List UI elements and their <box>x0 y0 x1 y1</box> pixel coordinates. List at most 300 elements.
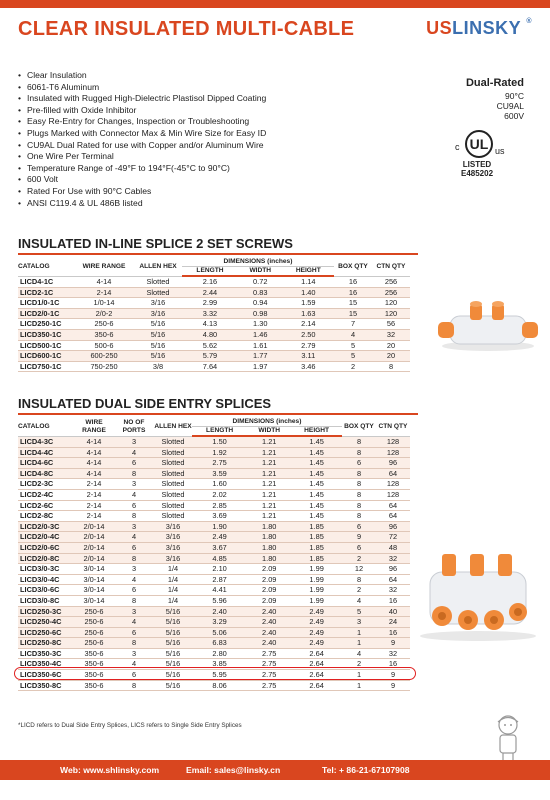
feature-item: • One Wire Per Terminal <box>18 151 348 163</box>
table-cell: 1.21 <box>247 500 291 511</box>
table-cell: 128 <box>376 479 410 490</box>
section1-rule <box>18 253 418 255</box>
table-row <box>18 308 410 319</box>
table-cell: 1.85 <box>291 553 342 564</box>
table-cell: 1 <box>342 680 376 691</box>
catalog-cell: LICD600-1C <box>18 351 74 362</box>
table-cell: 2-14 <box>74 479 114 490</box>
table-cell: 96 <box>376 521 410 532</box>
table-cell: 2.64 <box>291 670 342 681</box>
table-cell: 4.13 <box>182 319 238 330</box>
table-cell: 6 <box>342 542 376 553</box>
table-cell: 120 <box>372 308 410 319</box>
table-cell: 5/16 <box>134 340 182 351</box>
table-cell: 4-14 <box>74 436 114 447</box>
table-cell: 1.80 <box>247 553 291 564</box>
table-cell: 20 <box>372 351 410 362</box>
table-cell: 5.06 <box>192 627 247 638</box>
table-cell: 32 <box>376 648 410 659</box>
table-cell: 350-6 <box>74 670 114 681</box>
catalog-cell: LICD4-6C <box>18 458 74 469</box>
table-cell: 1.21 <box>247 489 291 500</box>
table-cell: 6 <box>114 670 154 681</box>
table-row <box>18 564 410 575</box>
table-row <box>18 479 410 490</box>
catalog-cell: LICD250-6C <box>18 627 74 638</box>
table-cell: 20 <box>372 340 410 351</box>
table-cell: 4 <box>114 659 154 670</box>
table-cell: 2.49 <box>291 638 342 649</box>
table-cell: 350-6 <box>74 648 114 659</box>
footer-website[interactable]: Web: www.shlinsky.com <box>60 765 160 775</box>
table-cell: 2.09 <box>247 585 291 596</box>
catalog-cell: LICD250-3C <box>18 606 74 617</box>
table-cell: 128 <box>376 436 410 447</box>
listing-code: E485202 <box>460 169 494 178</box>
table-cell: 1.21 <box>247 436 291 447</box>
table-cell: 2.44 <box>182 287 238 298</box>
table-cell: 16 <box>334 287 372 298</box>
table-cell: 8 <box>114 680 154 691</box>
table-cell: 12 <box>342 564 376 575</box>
table-cell: 1.99 <box>291 574 342 585</box>
table-row <box>18 648 410 659</box>
feature-item: • CU9AL Dual Rated for use with Copper and/or Aluminum Wire <box>18 140 348 152</box>
inline-splice-product-image <box>436 296 540 354</box>
table-cell: 2.16 <box>182 276 238 287</box>
dual-side-entry-table <box>18 418 410 691</box>
top-accent-bar <box>0 0 550 8</box>
table-cell: 16 <box>376 659 410 670</box>
table-cell: 5/16 <box>154 680 192 691</box>
table-cell: 5.95 <box>192 670 247 681</box>
table-cell: 2.09 <box>247 574 291 585</box>
catalog-cell: LICD350-3C <box>18 648 74 659</box>
table-row <box>18 500 410 511</box>
table-cell: 2.85 <box>192 500 247 511</box>
table-cell: 5 <box>334 340 372 351</box>
table-cell: 40 <box>376 606 410 617</box>
table-cell: 6.83 <box>192 638 247 649</box>
catalog-cell: LICD250-1C <box>18 319 74 330</box>
catalog-cell: LICD500-1C <box>18 340 74 351</box>
catalog-cell: LICD2-8C <box>18 511 74 522</box>
table-cell: 56 <box>372 319 410 330</box>
catalog-cell: LICD4-1C <box>18 276 74 287</box>
table-cell: 5/16 <box>154 648 192 659</box>
table-cell: Slotted <box>154 500 192 511</box>
table-cell: 350-6 <box>74 680 114 691</box>
table-cell: Slotted <box>154 447 192 458</box>
table-cell: 2.40 <box>247 617 291 628</box>
table-cell: 1.85 <box>291 542 342 553</box>
table-cell: Slotted <box>154 511 192 522</box>
section2-title: INSULATED DUAL SIDE ENTRY SPLICES <box>18 396 272 411</box>
catalog-cell: LICD3/0-8C <box>18 595 74 606</box>
col-box-qty: BOX QTY <box>342 418 376 436</box>
col-height: HEIGHT <box>283 267 334 277</box>
table-cell: 4-14 <box>74 458 114 469</box>
table-cell: 1.99 <box>291 595 342 606</box>
table-cell: 64 <box>376 468 410 479</box>
table-cell: 0.72 <box>238 276 283 287</box>
feature-item: • Clear Insulation <box>18 70 348 82</box>
dual-rated-heading: Dual-Rated <box>465 77 524 89</box>
table-cell: 1.60 <box>192 479 247 490</box>
table-row <box>18 542 410 553</box>
rating-voltage: 600V <box>504 111 524 121</box>
table-cell: 3/16 <box>154 532 192 543</box>
table-cell: 8 <box>342 511 376 522</box>
table-cell: 1.30 <box>238 319 283 330</box>
table-cell: 16 <box>376 595 410 606</box>
table-cell: 8 <box>342 468 376 479</box>
table-cell: 8 <box>342 436 376 447</box>
table-cell: 2.49 <box>291 606 342 617</box>
table-cell: 8 <box>114 595 154 606</box>
table-cell: 3/8 <box>134 361 182 372</box>
col-height: HEIGHT <box>291 427 342 437</box>
col-width: WIDTH <box>247 427 291 437</box>
table-cell: 7.64 <box>182 361 238 372</box>
logo-linsky: LINSKY <box>452 18 521 38</box>
col-ctn-qty: CTN QTY <box>376 418 410 436</box>
table-cell: 1.59 <box>283 298 334 309</box>
col-dimensions: DIMENSIONS (inches) <box>182 258 334 267</box>
table-cell: 8.06 <box>192 680 247 691</box>
table-cell: 2.40 <box>247 638 291 649</box>
table-cell: 3.11 <box>283 351 334 362</box>
table-cell: 256 <box>372 276 410 287</box>
table-cell: 1.92 <box>192 447 247 458</box>
table-cell: 2 <box>342 553 376 564</box>
feature-item: • ANSI C119.4 & UL 486B listed <box>18 198 348 210</box>
footer-email[interactable]: Email: sales@linsky.cn <box>186 765 281 775</box>
table-row <box>18 276 410 287</box>
table-cell: 2.75 <box>247 680 291 691</box>
svg-text:us: us <box>495 146 505 156</box>
table-cell: 1.85 <box>291 521 342 532</box>
table-cell: 2/0-14 <box>74 521 114 532</box>
table-cell: 32 <box>376 585 410 596</box>
table-cell: 4-14 <box>74 276 134 287</box>
table-cell: 128 <box>376 447 410 458</box>
table-cell: 8 <box>342 447 376 458</box>
svg-text:c: c <box>455 142 460 152</box>
table-row <box>18 553 410 564</box>
table-cell: 1.45 <box>291 447 342 458</box>
svg-text:UL: UL <box>469 136 489 152</box>
footer-bar <box>0 760 550 780</box>
table-cell: 1/4 <box>154 595 192 606</box>
footer-phone: Tel: + 86-21-67107908 <box>322 765 410 775</box>
listed-label: LISTED <box>462 160 492 169</box>
table-cell: 5/16 <box>154 606 192 617</box>
table-cell: 1.63 <box>283 308 334 319</box>
table-cell: 5/16 <box>134 329 182 340</box>
table-cell: 4.85 <box>192 553 247 564</box>
table-cell: 1 <box>342 670 376 681</box>
table-cell: 15 <box>334 308 372 319</box>
table-cell: 5/16 <box>154 638 192 649</box>
table-row <box>18 489 410 500</box>
table-cell: 1.40 <box>283 287 334 298</box>
table-cell: 96 <box>376 458 410 469</box>
table-row <box>18 595 410 606</box>
catalog-cell: LICD1/0-1C <box>18 298 74 309</box>
table-cell: 8 <box>342 500 376 511</box>
table-cell: 1.46 <box>238 329 283 340</box>
catalog-cell: LICD2/0-3C <box>18 521 74 532</box>
col-catalog: CATALOG <box>18 418 74 436</box>
table-cell: 9 <box>376 638 410 649</box>
table-cell: 2/0-14 <box>74 553 114 564</box>
catalog-cell: LICD2-4C <box>18 489 74 500</box>
table-cell: 64 <box>376 511 410 522</box>
table-cell: 72 <box>376 532 410 543</box>
table-cell: Slotted <box>154 468 192 479</box>
table-row <box>18 351 410 362</box>
table-cell: 6 <box>342 458 376 469</box>
table-cell: 3 <box>342 617 376 628</box>
catalog-cell: LICD2/0-1C <box>18 308 74 319</box>
table-cell: 5 <box>334 351 372 362</box>
table-cell: 1.50 <box>192 436 247 447</box>
feature-item: • Temperature Range of -49°F to 194°F(-45°C to 90°C) <box>18 163 348 175</box>
table-cell: 6 <box>342 521 376 532</box>
rating-temperature: 90°C <box>505 91 524 101</box>
table-cell: 4-14 <box>74 468 114 479</box>
table-cell: 1/4 <box>154 564 192 575</box>
table-cell: 5/16 <box>154 617 192 628</box>
catalog-cell: LICD2-1C <box>18 287 74 298</box>
table-cell: 8 <box>114 553 154 564</box>
table-cell: 250-6 <box>74 606 114 617</box>
col-catalog: CATALOG <box>18 258 74 276</box>
col-width: WIDTH <box>238 267 283 277</box>
table-cell: 64 <box>376 574 410 585</box>
catalog-cell: LICD2/0-8C <box>18 553 74 564</box>
table-cell: 2.75 <box>247 648 291 659</box>
feature-item: • Plugs Marked with Connector Max & Min Wire Size for Easy ID <box>18 128 348 140</box>
table-cell: 3/16 <box>154 553 192 564</box>
table-cell: 9 <box>342 532 376 543</box>
catalog-cell: LICD250-8C <box>18 638 74 649</box>
table-cell: 250-6 <box>74 627 114 638</box>
table-cell: 2.02 <box>192 489 247 500</box>
table-cell: 2.09 <box>247 595 291 606</box>
table-cell: 4.80 <box>182 329 238 340</box>
table-cell: 2-14 <box>74 489 114 500</box>
table-cell: 120 <box>372 298 410 309</box>
table-cell: 1.77 <box>238 351 283 362</box>
table-cell: 2-14 <box>74 500 114 511</box>
table-cell: 2.79 <box>283 340 334 351</box>
table-cell: 3.59 <box>192 468 247 479</box>
catalog-cell: LICD350-1C <box>18 329 74 340</box>
table-cell: 4 <box>342 648 376 659</box>
table-cell: 1.21 <box>247 479 291 490</box>
table-cell: 6 <box>114 458 154 469</box>
page-title: CLEAR INSULATED MULTI-CABLE <box>18 18 355 40</box>
table-row <box>18 447 410 458</box>
table-cell: 3 <box>114 521 154 532</box>
table-cell: 2.87 <box>192 574 247 585</box>
table-cell: 5.79 <box>182 351 238 362</box>
col-dimensions: DIMENSIONS (inches) <box>192 418 342 427</box>
brand-logo <box>426 18 532 39</box>
catalog-cell: LICD4-3C <box>18 436 74 447</box>
table-cell: 8 <box>114 511 154 522</box>
table-cell: 2 <box>342 585 376 596</box>
dual-rated-block <box>466 78 524 121</box>
table-row <box>18 287 410 298</box>
registered-mark-icon: ® <box>526 18 532 25</box>
section1-title: INSULATED IN-LINE SPLICE 2 SET SCREWS <box>18 236 293 251</box>
table-cell: 2 <box>334 361 372 372</box>
inline-splice-table <box>18 258 410 372</box>
table-cell: 96 <box>376 564 410 575</box>
table-cell: 1 <box>342 638 376 649</box>
table-cell: 8 <box>114 638 154 649</box>
table-cell: Slotted <box>154 458 192 469</box>
table-cell: 4 <box>114 617 154 628</box>
table-cell: 3/16 <box>154 521 192 532</box>
table-cell: 2.09 <box>247 564 291 575</box>
table-row <box>18 585 410 596</box>
catalog-cell: LICD2-3C <box>18 479 74 490</box>
table-row <box>18 511 410 522</box>
table-cell: 1.45 <box>291 489 342 500</box>
table-cell: 2.80 <box>192 648 247 659</box>
table-row <box>18 361 410 372</box>
table-cell: 2-14 <box>74 511 114 522</box>
table-cell: 1.99 <box>291 564 342 575</box>
rating-material: CU9AL <box>496 101 524 111</box>
table-cell: 3.67 <box>192 542 247 553</box>
table-cell: 32 <box>376 553 410 564</box>
table-row <box>18 458 410 469</box>
table-cell: 2/0-2 <box>74 308 134 319</box>
table-cell: 1.14 <box>283 276 334 287</box>
feature-item: • Insulated with Rugged High-Dielectric Plastisol Dipped Coating <box>18 93 348 105</box>
table-cell: 4.41 <box>192 585 247 596</box>
table-cell: 1.80 <box>247 532 291 543</box>
table-cell: 1.45 <box>291 436 342 447</box>
table-cell: 6 <box>114 627 154 638</box>
table-row <box>18 468 410 479</box>
table-row <box>18 627 410 638</box>
col-wire-range: WIRE RANGE <box>74 418 114 436</box>
table-cell: 5/16 <box>134 351 182 362</box>
table-row <box>18 680 410 691</box>
table-cell: 250-6 <box>74 617 114 628</box>
col-ctn-qty: CTN QTY <box>372 258 410 276</box>
catalog-cell: LICD3/0-4C <box>18 574 74 585</box>
table-cell: 6 <box>114 500 154 511</box>
table-cell: Slotted <box>134 287 182 298</box>
catalog-cell: LICD750-1C <box>18 361 74 372</box>
catalog-cell: LICD2/0-4C <box>18 532 74 543</box>
table-cell: 2.10 <box>192 564 247 575</box>
table-cell: 4 <box>334 329 372 340</box>
table-cell: 250-6 <box>74 638 114 649</box>
table-cell: 8 <box>372 361 410 372</box>
table-cell: 4 <box>114 574 154 585</box>
table-cell: 2.64 <box>291 680 342 691</box>
feature-item: • 600 Volt <box>18 174 348 186</box>
catalog-cell: LICD2-6C <box>18 500 74 511</box>
table-cell: 1.85 <box>291 532 342 543</box>
table-cell: Slotted <box>134 276 182 287</box>
ul-listed-text <box>457 160 497 178</box>
catalog-cell: LICD350-6C <box>18 670 74 681</box>
table-cell: 8 <box>342 489 376 500</box>
dual-entry-splice-product-image <box>412 550 542 642</box>
table-cell: 3 <box>114 564 154 575</box>
table-cell: 4 <box>114 489 154 500</box>
catalog-cell: LICD350-8C <box>18 680 74 691</box>
table-row <box>18 298 410 309</box>
table-cell: 1.97 <box>238 361 283 372</box>
table-cell: 3/0-14 <box>74 564 114 575</box>
table-cell: 350-6 <box>74 659 114 670</box>
table-cell: 0.94 <box>238 298 283 309</box>
catalog-cell: LICD2/0-6C <box>18 542 74 553</box>
table-cell: 1 <box>342 627 376 638</box>
table-cell: 1.45 <box>291 479 342 490</box>
table-cell: 9 <box>376 680 410 691</box>
table-cell: 3/16 <box>154 542 192 553</box>
logo-us: US <box>426 18 453 38</box>
table-cell: 5/16 <box>154 670 192 681</box>
table-cell: Slotted <box>154 436 192 447</box>
catalog-cell: LICD350-4C <box>18 659 74 670</box>
table-cell: 600-250 <box>74 351 134 362</box>
table-cell: 4 <box>342 595 376 606</box>
table-row <box>18 606 410 617</box>
table-cell: 5.96 <box>192 595 247 606</box>
table-cell: 250-6 <box>74 319 134 330</box>
feature-item: • Rated For Use with 90°C Cables <box>18 186 348 198</box>
table-cell: 3/16 <box>134 298 182 309</box>
table-row <box>18 340 410 351</box>
table-cell: 16 <box>334 276 372 287</box>
table-cell: 1.99 <box>291 585 342 596</box>
table-cell: 3.29 <box>192 617 247 628</box>
table-row <box>18 329 410 340</box>
table-cell: 750-250 <box>74 361 134 372</box>
feature-item: • 6061-T6 Aluminum <box>18 82 348 94</box>
table-cell: Slotted <box>154 489 192 500</box>
table-cell: 2.40 <box>192 606 247 617</box>
section2-rule <box>18 413 418 415</box>
table-cell: 2-14 <box>74 287 134 298</box>
table-cell: 3/0-14 <box>74 585 114 596</box>
catalog-cell: LICD4-8C <box>18 468 74 479</box>
table-cell: 1/4 <box>154 585 192 596</box>
col-allen-hex: ALLEN HEX <box>154 418 192 436</box>
table-cell: 128 <box>376 489 410 500</box>
table-cell: 32 <box>372 329 410 340</box>
table-cell: 2.75 <box>247 670 291 681</box>
col-allen-hex: ALLEN HEX <box>134 258 182 276</box>
table-cell: 5 <box>342 606 376 617</box>
table-cell: 1.21 <box>247 511 291 522</box>
table-cell: 3/0-14 <box>74 595 114 606</box>
table-cell: 1/4 <box>154 574 192 585</box>
table-row <box>18 319 410 330</box>
